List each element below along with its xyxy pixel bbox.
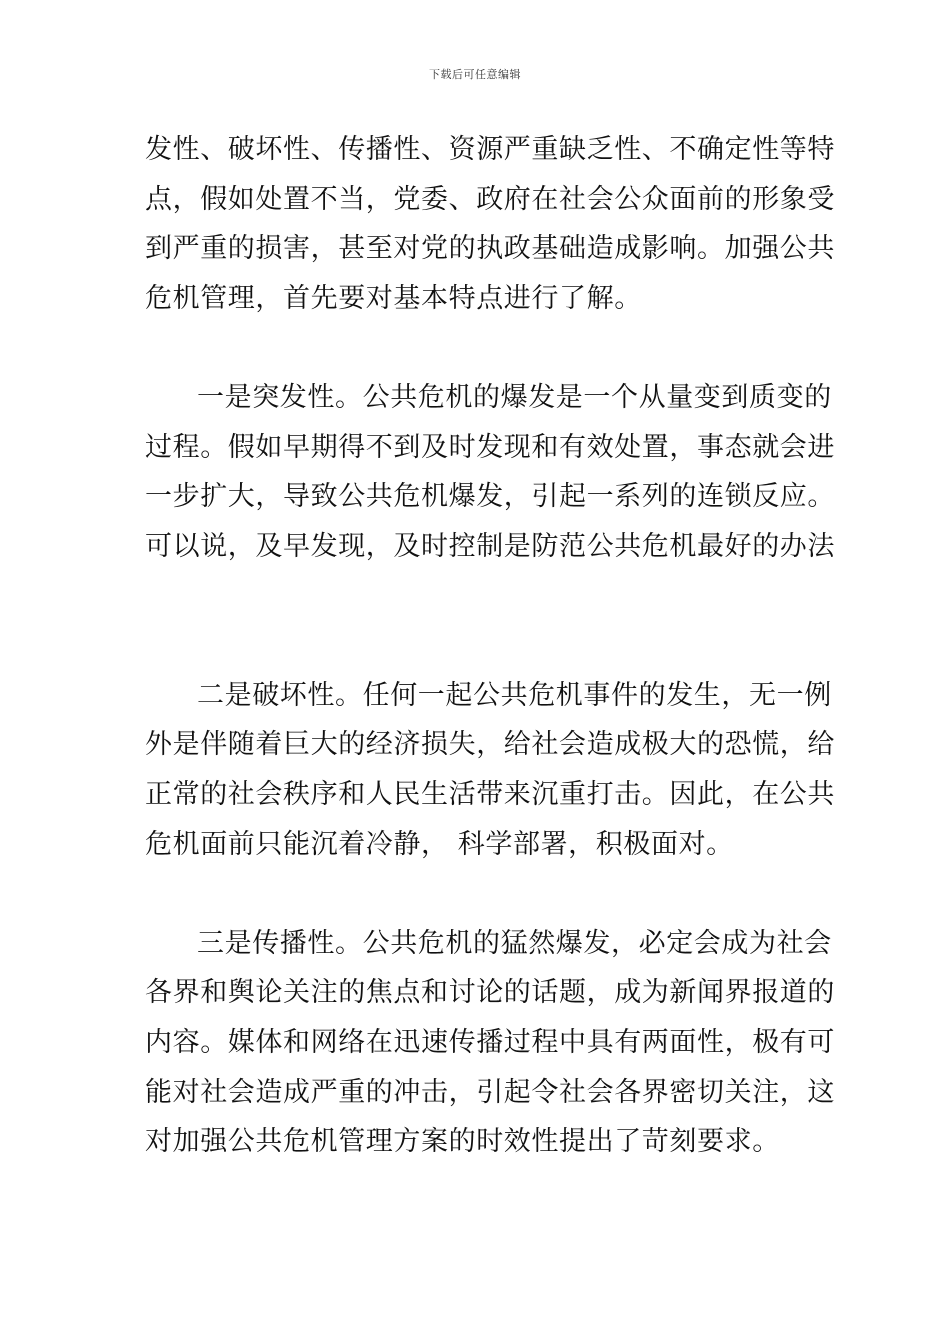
paragraph-3-line-1: 二是破坏性。任何一起公共危机事件的发生，无一例 <box>197 680 832 711</box>
paragraph-4-line-5: 对加强公共危机管理方案的时效性提出了苛刻要求。 <box>145 1126 780 1157</box>
header-note: 下载后可任意编辑 <box>429 68 521 81</box>
paragraph-4-line-1: 三是传播性。公共危机的猛然爆发，必定会成为社会 <box>197 928 832 959</box>
paragraph-1-line-2: 点，假如处置不当，党委、政府在社会公众面前的形象受 <box>145 184 835 215</box>
paragraph-4-line-3: 内容。媒体和网络在迅速传播过程中具有两面性，极有可 <box>145 1027 835 1058</box>
paragraph-2-line-4: 可以说，及早发现，及时控制是防范公共危机最好的办法 <box>145 531 835 562</box>
paragraph-4-line-4: 能对社会造成严重的冲击，引起令社会各界密切关注，这 <box>145 1077 835 1108</box>
paragraph-1-line-4: 危机管理，首先要对基本特点进行了解。 <box>145 283 642 314</box>
paragraph-2-line-1: 一是突发性。公共危机的爆发是一个从量变到质变的 <box>197 382 832 413</box>
paragraph-3-line-3: 正常的社会秩序和人民生活带来沉重打击。因此，在公共 <box>145 779 835 810</box>
paragraph-3-line-2: 外是伴随着巨大的经济损失，给社会造成极大的恐慌，给 <box>145 729 835 760</box>
paragraph-1-line-3: 到严重的损害，甚至对党的执政基础造成影响。加强公共 <box>145 233 835 264</box>
paragraph-3-line-4: 危机面前只能沉着冷静， 科学部署，积极面对。 <box>145 829 734 860</box>
paragraph-1-line-1: 发性、破坏性、传播性、资源严重缺乏性、不确定性等特 <box>145 134 835 165</box>
paragraph-4-line-2: 各界和舆论关注的焦点和讨论的话题，成为新闻界报道的 <box>145 977 835 1008</box>
paragraph-2-line-2: 过程。假如早期得不到及时发现和有效处置，事态就会进 <box>145 432 835 463</box>
paragraph-2-line-3: 一步扩大，导致公共危机爆发，引起一系列的连锁反应。 <box>145 481 835 512</box>
